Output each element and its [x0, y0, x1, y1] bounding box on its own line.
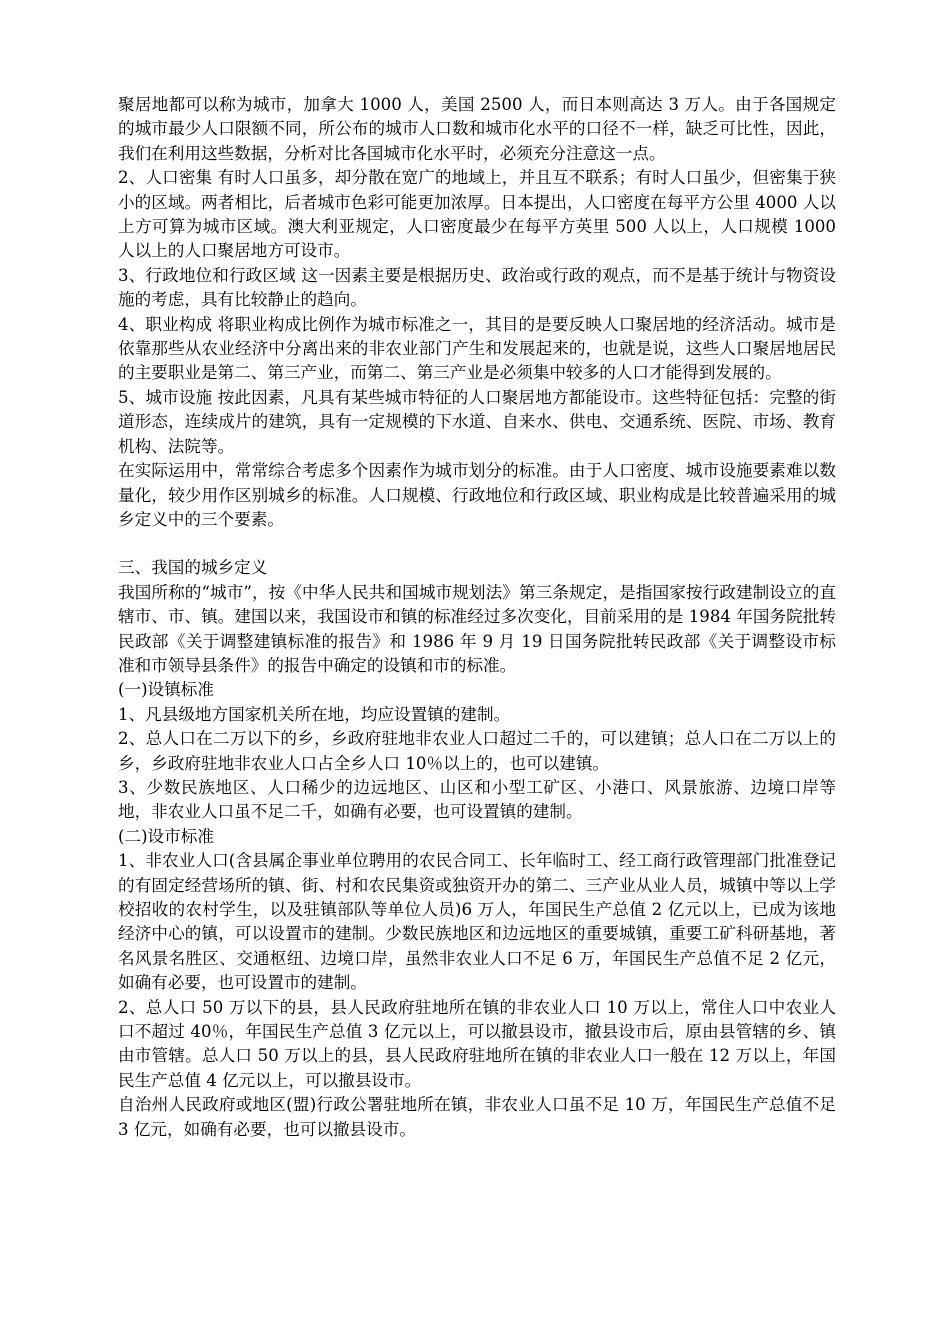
- section-paragraph: 自治州人民政府或地区(盟)行政公署驻地所在镇，非农业人口虽不足 10 万，年国民生产总值不足 3 亿元，如确有必要，也可以撤县设市。: [118, 1095, 836, 1139]
- body-paragraph: 4、职业构成 将职业构成比例作为城市标准之一，其目的是要反映人口聚居地的经济活动。城市是依靠那些从农业经济中分离出来的非农业部门产生和发展起来的，也就是说，这些人口聚居地居民的主要职业是第二、第三产业，而第二、第三产业是必须集中较多的人口才能得到发展的。: [118, 314, 836, 383]
- body-paragraph: 5、城市设施 按此因素，凡具有某些城市特征的人口聚居地方都能设市。这些特征包括：完整的街道形态，连续成片的建筑，具有一定规模的下水道、自来水、供电、交通系统、医院、市场、教育机构、法院等。: [118, 387, 836, 456]
- section-paragraph: 我国所称的“城市”，按《中华人民共和国城市规划法》第三条规定，是指国家按行政建制设立的直辖市、市、镇。建国以来，我国设市和镇的标准经过多次变化，目前采用的是 1984 年国务院批转民政部《关于调整建镇标准的报告》和 1986 年 9 月 19 日国务院批转民政部《关于调整设市标准和市领导县条件》的报告中确定的设镇和市的标准。: [118, 582, 836, 675]
- section-paragraph: 1、凡县级地方国家机关所在地，均应设置镇的建制。: [118, 704, 511, 724]
- body-paragraph: 聚居地都可以称为城市，加拿大 1000 人，美国 2500 人，而日本则高达 3 万人。由于各国规定的城市最少人口限额不同，所公布的城市人口数和城市化水平的口径不一样，缺乏可比性，因此，我们在利用这些数据，分析对比各国城市化水平时，必须充分注意这一点。: [118, 95, 836, 163]
- section-paragraph: 2、总人口 50 万以下的县，县人民政府驻地所在镇的非农业人口 10 万以上，常住人口中农业人口不超过 40％，年国民生产总值 3 亿元以上，可以撤县设市，撤县设市后，原由县管辖的乡、镇由市管辖。总人口 50 万以上的县，县人民政府驻地所在镇的非农业人口一般在 12 万以上，年国民生产总值 4 亿元以上，可以撤县设市。: [118, 997, 836, 1090]
- section-heading: 三、我国的城乡定义: [118, 558, 268, 578]
- section-paragraph: 2、总人口在二万以下的乡，乡政府驻地非农业人口超过二千的，可以建镇；总人口在二万以上的乡，乡政府驻地非农业人口占全乡人口 10％以上的，也可以建镇。: [118, 729, 836, 773]
- body-paragraph: 2、人口密集 有时人口虽多，却分散在宽广的地域上，并且互不联系；有时人口虽少，但密集于狭小的区域。两者相比，后者城市色彩可能更加浓厚。日本提出，人口密度在每平方公里 4000 人以上方可算为城市区域。澳大利亚规定，人口密度最少在每平方英里 500 人以上，人口规模 1000 人以上的人口聚居地方可设市。: [118, 168, 836, 261]
- body-paragraph: 3、行政地位和行政区域 这一因素主要是根据历史、政治或行政的观点，而不是基于统计与物资设施的考虑，具有比较静止的趋向。: [118, 265, 836, 310]
- section-paragraph: 3、少数民族地区、人口稀少的边远地区、山区和小型工矿区、小港口、风景旅游、边境口岸等地，非农业人口虽不足二千，如确有必要，也可设置镇的建制。: [118, 777, 836, 822]
- subsection-heading: (二)设市标准: [118, 826, 214, 846]
- subsection-heading: (一)设镇标准: [118, 680, 214, 700]
- document-page: [118, 93, 836, 1142]
- body-paragraph: 在实际运用中，常常综合考虑多个因素作为城市划分的标准。由于人口密度、城市设施要素难以数量化，较少用作区别城乡的标准。人口规模、行政地位和行政区域、职业构成是比较普遍采用的城乡定义中的三个要素。: [118, 461, 836, 529]
- blank-line: [118, 532, 836, 556]
- section-paragraph: 1、非农业人口(含县属企事业单位聘用的农民合同工、长年临时工、经工商行政管理部门批准登记的有固定经营场所的镇、街、村和农民集资或独资开办的第二、三产业从业人员，城镇中等以上学校招收的农村学生，以及驻镇部队等单位人员)6 万人，年国民生产总值 2 亿元以上，已成为该地经济中心的镇，可以设置市的建制。少数民族地区和边远地区的重要城镇，重要工矿科研基地，著名风景名胜区、交通枢纽、边境口岸，虽然非农业人口不足 6 万，年国民生产总值不足 2 亿元，如确有必要，也可设置市的建制。: [118, 851, 836, 993]
